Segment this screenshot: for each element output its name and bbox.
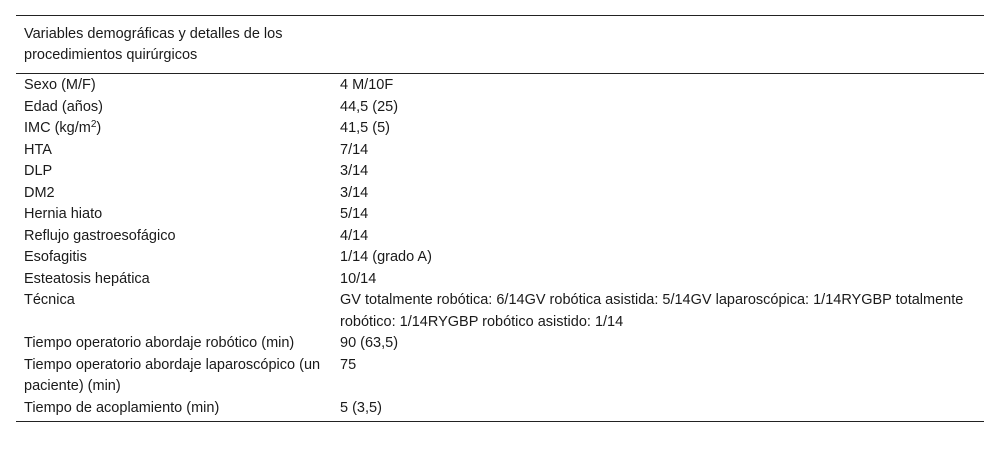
row-value: 3/14 xyxy=(340,163,369,179)
demographics-table xyxy=(16,15,984,422)
row-label-suffix: ) xyxy=(96,120,102,136)
table-row xyxy=(16,226,984,248)
table-header xyxy=(16,16,984,74)
row-value: 4/14 xyxy=(340,227,369,244)
table-row xyxy=(16,161,984,183)
table-row xyxy=(16,290,984,333)
table-row xyxy=(16,333,984,355)
row-label-text: IMC (kg/m xyxy=(24,120,91,136)
table-row xyxy=(16,74,984,97)
row-label: Hernia hiato xyxy=(24,206,103,222)
row-label: Técnica xyxy=(24,292,75,308)
row-value: 90 (63,5) xyxy=(340,335,399,351)
row-label xyxy=(16,118,332,140)
row-value: GV totalmente robótica: 6/14GV robótica asistida: 5/14GV laparoscópica: 1/14RYGBP totalmente robótico: 1/14RYGBP robótico asistido: 1/14 xyxy=(340,292,964,330)
header-cell-values xyxy=(332,16,984,74)
table-row xyxy=(16,398,984,422)
row-value: 7/14 xyxy=(340,141,369,158)
header-cell-variables: Variables demográficas y detalles de los procedimientos quirúrgicos xyxy=(24,26,283,63)
row-value: 5 (3,5) xyxy=(340,399,382,416)
row-label: Esofagitis xyxy=(24,249,87,265)
table-body xyxy=(16,74,984,422)
table-row xyxy=(16,269,984,291)
table-row xyxy=(16,97,984,119)
table-row xyxy=(16,118,984,140)
demographics-table-container xyxy=(16,15,984,422)
table-row xyxy=(16,183,984,205)
row-value: 3/14 xyxy=(340,184,369,201)
row-value: 10/14 xyxy=(340,270,377,287)
table-row xyxy=(16,140,984,162)
row-value: 1/14 (grado A) xyxy=(340,249,432,265)
row-label: DM2 xyxy=(24,184,55,201)
row-label: Reflujo gastroesofágico xyxy=(24,227,176,244)
row-label: Esteatosis hepática xyxy=(24,270,150,287)
row-value: 4 M/10F xyxy=(340,77,394,93)
row-label: Tiempo operatorio abordaje laparoscópico (un paciente) (min) xyxy=(24,356,321,394)
table-header-row xyxy=(16,16,984,74)
table-row xyxy=(16,204,984,226)
row-label: Tiempo de acoplamiento (min) xyxy=(24,399,220,416)
table-row xyxy=(16,247,984,269)
row-label: Sexo (M/F) xyxy=(24,77,96,93)
row-label: DLP xyxy=(24,163,53,179)
row-label: Edad (años) xyxy=(24,98,103,115)
table-row xyxy=(16,355,984,398)
row-label-superscript: 2 xyxy=(90,119,97,130)
row-label: HTA xyxy=(24,141,52,158)
row-value: 75 xyxy=(340,356,357,373)
row-value: 41,5 (5) xyxy=(340,120,390,136)
row-label: Tiempo operatorio abordaje robótico (min) xyxy=(24,335,295,351)
row-value: 44,5 (25) xyxy=(340,98,399,115)
row-value: 5/14 xyxy=(340,206,369,222)
